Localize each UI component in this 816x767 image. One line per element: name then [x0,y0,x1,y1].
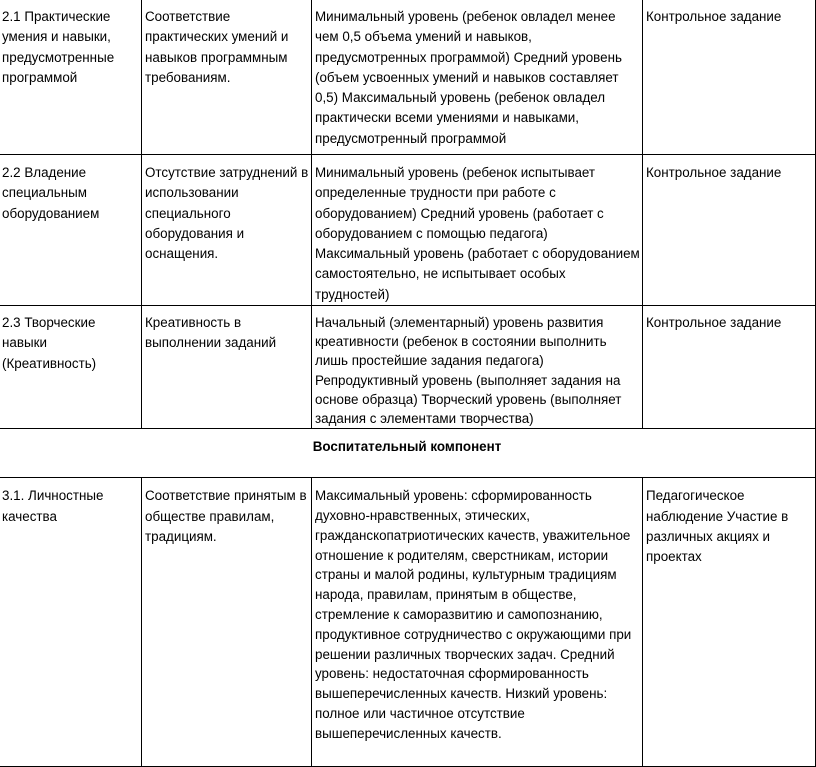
method-cell: Контрольное задание [643,155,816,306]
levels-cell: Начальный (элементарный) уровень развития креативности (ребенок в состоянии выполнить лишь простейшие задания педагога) Репродуктивный уровень (выполняет задания на основе образца) Творческий уровень (выполняет задания с элементами творчества) [312,306,643,429]
levels-cell: Минимальный уровень (ребенок испытывает определенные трудности при работе с оборудованием) Средний уровень (работает с оборудованием с помощью педагога) Максимальный уровень (работает с оборудованием самостоятельно, не испытывает особых трудностей) [312,155,643,306]
section-header-row [0,429,816,478]
section-title: Воспитательный компонент [0,429,816,478]
indicator-cell: Соответствие принятым в обществе правилам, традициям. [142,478,312,767]
criterion-cell: 2.3 Творческие навыки (Креативность) [0,306,142,429]
indicator-cell: Соответствие практических умений и навыков программным требованиям. [142,0,312,155]
levels-cell: Минимальный уровень (ребенок овладел менее чем 0,5 объема умений и навыков, предусмотренных программой) Средний уровень (объем усвоенных умений и навыков составляет 0,5) Максимальный уровень (ребенок овладел практически всеми умениями и навыками, предусмотренный программой [312,0,643,155]
method-cell: Контрольное задание [643,306,816,429]
table-row [0,155,816,306]
indicator-cell: Отсутствие затруднений в использовании специального оборудования и оснащения. [142,155,312,306]
table-row [0,478,816,767]
method-cell: Педагогическое наблюдение Участие в различных акциях и проектах [643,478,816,767]
criterion-cell: 2.2 Владение специальным оборудованием [0,155,142,306]
levels-cell: Максимальный уровень: сформированность духовно-нравственных, этических, гражданскопатриотических качеств, уважительное отношение к родителям, сверстникам, истории страны и малой родины, культурным традициям народа, правилам, принятым в обществе, стремление к саморазвитию и самопознанию, продуктивное сотрудничество с окружающими при решении различных творческих задач. Средний уровень: недостаточная сформированность вышеперечисленных качеств. Низкий уровень: полное или частичное отсутствие вышеперечисленных качеств. [312,478,643,767]
indicator-cell: Креативность в выполнении заданий [142,306,312,429]
table-row [0,0,816,155]
criterion-cell: 3.1. Личностные качества [0,478,142,767]
criterion-cell: 2.1 Практические умения и навыки, предусмотренные программой [0,0,142,155]
table-row [0,306,816,429]
method-cell: Контрольное задание [643,0,816,155]
